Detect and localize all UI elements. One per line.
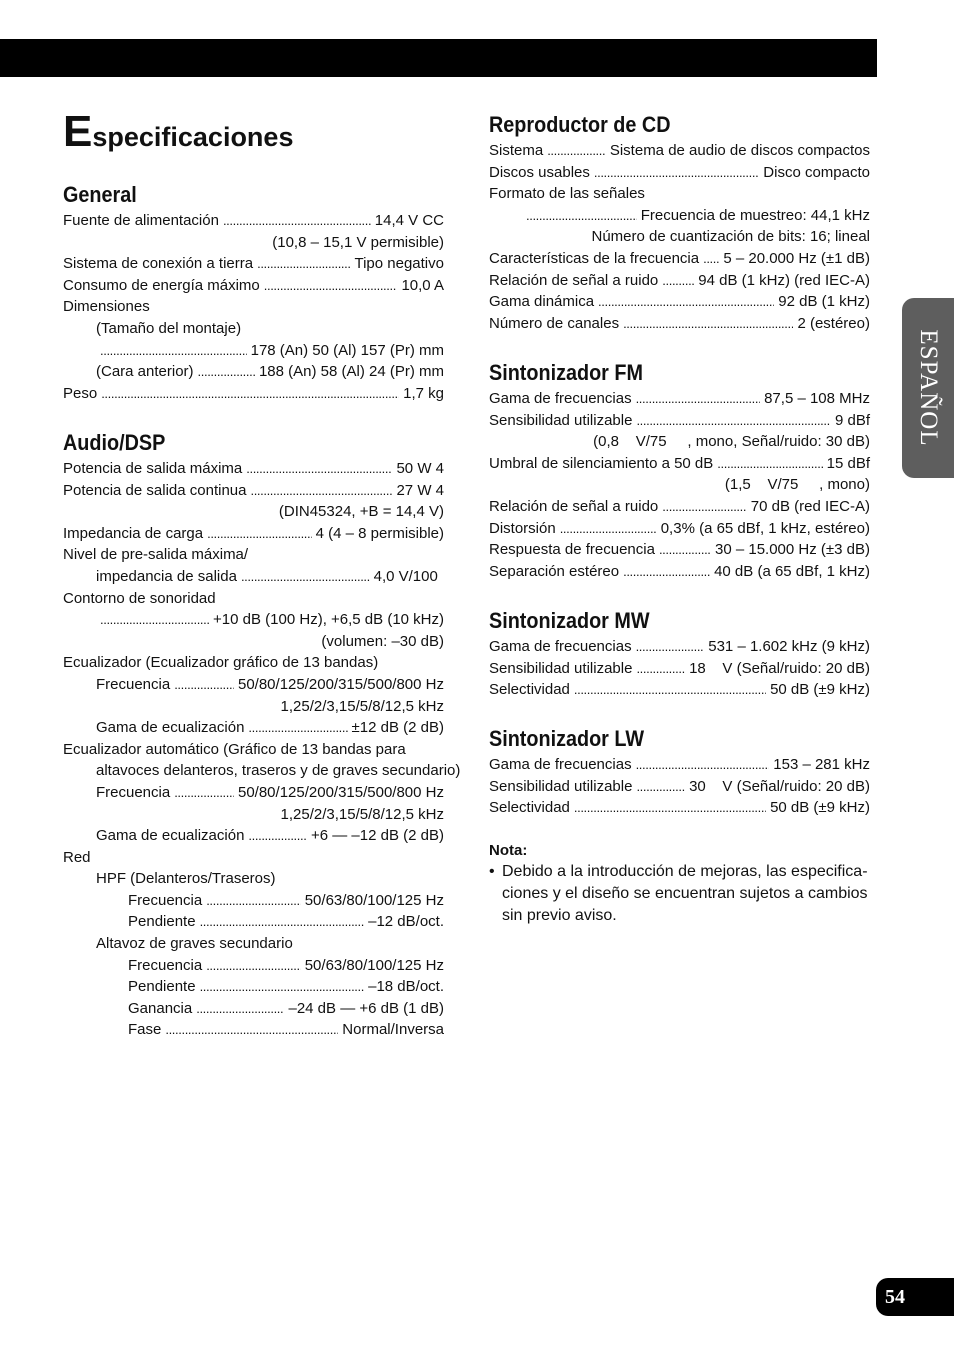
section-heading: Sintonizador MW: [489, 608, 650, 633]
spec-row: Peso . . . 1,7 kg: [63, 385, 444, 407]
spec-row: HPF (Delanteros/Traseros): [96, 870, 276, 888]
spec-row: Sensibilidad utilizable . . . 30 V (Señal/ruido: 20 dB): [489, 778, 870, 800]
section-heading: Audio/DSP: [63, 430, 166, 455]
section-heading: Reproductor de CD: [489, 112, 671, 137]
spec-row: Sensibilidad utilizable . . . 18 V (Señal/ruido: 20 dB): [489, 660, 870, 682]
section-heading: General: [63, 182, 137, 207]
spec-row: Frecuencia . . . 50/63/80/100/125 Hz: [63, 892, 444, 914]
bullet: •: [489, 863, 495, 880]
spec-row: Gama de ecualización . . . ±12 dB (2 dB): [63, 719, 444, 741]
spec-row: 1,25/2/3,15/5/8/12,5 kHz: [280, 805, 444, 823]
note-line: ciones y el diseño se encuentran sujetos a cambios: [502, 885, 868, 902]
spec-row: Consumo de energía máximo . . . 10,0 A: [63, 277, 444, 299]
spec-row: Red: [63, 848, 91, 866]
language-tab: [902, 298, 954, 478]
note-item: [489, 861, 870, 927]
page-title: [63, 107, 294, 156]
spec-row: Nivel de pre-salida máxima/: [63, 546, 249, 564]
spec-row: Ecualizador automático (Gráfico de 13 bandas para: [63, 740, 406, 758]
spec-row: Fase . . . Normal/Inversa: [63, 1021, 444, 1043]
spec-row: (Cara anterior) . . . 188 (An) 58 (Al) 24 (Pr) mm: [63, 363, 444, 385]
spec-row: Número de cuantización de bits: 16; lineal: [591, 228, 870, 246]
spec-row: Sistema de conexión a tierra . . . Tipo negativo: [63, 255, 444, 277]
section-lw: [489, 726, 870, 821]
spec-row: Umbral de silenciamiento a 50 dB . . . 15 dBf: [489, 455, 870, 477]
section-general: [63, 182, 444, 406]
spec-row: Frecuencia . . . 50/80/125/200/315/500/800 Hz: [63, 676, 444, 698]
section-heading: Sintonizador LW: [489, 726, 645, 751]
spec-row: Formato de las señales: [489, 185, 645, 203]
spec-row: Respuesta de frecuencia . . . 30 – 15.000 Hz (±3 dB): [489, 541, 870, 563]
spec-row: Frecuencia . . . 50/63/80/100/125 Hz: [63, 957, 444, 979]
section-mw: [489, 608, 870, 703]
spec-row: Selectividad . . . 50 dB (±9 kHz): [489, 799, 870, 821]
spec-row: Gama de frecuencias . . . 87,5 – 108 MHz: [489, 390, 870, 412]
spec-row: Distorsión . . . 0,3% (a 65 dBf, 1 kHz, estéreo): [489, 520, 870, 542]
spec-row: 1,25/2/3,15/5/8/12,5 kHz: [280, 697, 444, 715]
spec-row: altavoces delanteros, traseros y de graves secundario): [96, 762, 461, 780]
spec-row: Ecualizador (Ecualizador gráfico de 13 bandas): [63, 654, 379, 672]
section-heading: Sintonizador FM: [489, 360, 643, 385]
spec-row: (DIN45324, +B = 14,4 V): [278, 503, 444, 521]
spec-row: Dimensiones: [63, 298, 150, 316]
spec-row: Características de la frecuencia . . . 5 – 20.000 Hz (±1 dB): [489, 250, 870, 272]
spec-row: Potencia de salida continua . . . 27 W 4: [63, 482, 444, 504]
spec-row: Impedancia de carga . . . 4 (4 – 8 permisible): [63, 525, 444, 547]
spec-row: Ganancia . . . –24 dB — +6 dB (1 dB): [63, 1000, 444, 1022]
header-bar: [0, 39, 877, 77]
section-nota: [489, 840, 870, 927]
note-line: sin previo aviso.: [502, 907, 617, 924]
spec-row: . . . 178 (An) 50 (Al) 157 (Pr) mm: [63, 342, 444, 364]
spec-row: Sistema . . . Sistema de audio de discos compactos: [489, 142, 870, 164]
spec-row: Relación de señal a ruido . . . 94 dB (1 kHz) (red IEC-A): [489, 272, 870, 294]
spec-row: Discos usables . . . Disco compacto: [489, 164, 870, 186]
spec-row: Altavoz de graves secundario: [96, 935, 293, 953]
spec-row: impedancia de salida . . . 4,0 V/100: [63, 568, 444, 590]
section-fm: [489, 360, 870, 584]
spec-row: Contorno de sonoridad: [63, 589, 216, 607]
spec-row: Relación de señal a ruido . . . 70 dB (red IEC-A): [489, 498, 870, 520]
spec-row: (10,8 – 15,1 V permisible): [272, 233, 444, 251]
language-tab-label: ESPAÑOL: [915, 329, 942, 447]
spec-row: (volumen: –30 dB): [321, 632, 444, 650]
spec-row: Gama de frecuencias . . . 531 – 1.602 kHz (9 kHz): [489, 638, 870, 660]
spec-row: Número de canales . . . 2 (estéreo): [489, 315, 870, 337]
spec-row: Fuente de alimentación . . . 14,4 V CC: [63, 212, 444, 234]
title-initial: E: [63, 107, 93, 156]
section-cd: [489, 112, 870, 336]
spec-row: Sensibilidad utilizable . . . 9 dBf: [489, 412, 870, 434]
section-audio: [63, 430, 461, 1043]
spec-row: Gama de ecualización . . . +6 — –12 dB (2 dB): [63, 827, 444, 849]
spec-row: Gama de frecuencias . . . 153 – 281 kHz: [489, 756, 870, 778]
spec-row: Selectividad . . . 50 dB (±9 kHz): [489, 681, 870, 703]
spec-row: Separación estéreo . . . 40 dB (a 65 dBf, 1 kHz): [489, 563, 870, 585]
spec-row: (1,5 V/75 , mono): [724, 476, 870, 494]
note-line: Debido a la introducción de mejoras, las especifica-: [502, 863, 868, 880]
note-heading: Nota:: [489, 842, 528, 859]
spec-row: Pendiente . . . –12 dB/oct.: [63, 913, 444, 935]
spec-row: Potencia de salida máxima . . . 50 W 4: [63, 460, 444, 482]
spec-row: (Tamaño del montaje): [96, 319, 242, 337]
spec-row: (0,8 V/75 , mono, Señal/ruido: 30 dB): [593, 433, 870, 451]
spec-row: Pendiente . . . –18 dB/oct.: [63, 978, 444, 1000]
title-rest: specificaciones: [92, 122, 294, 152]
spec-row: Frecuencia . . . 50/80/125/200/315/500/800 Hz: [63, 784, 444, 806]
spec-row: . . . Frecuencia de muestreo: 44,1 kHz: [489, 207, 870, 229]
page-number: 54: [876, 1278, 954, 1316]
spec-row: Gama dinámica . . . 92 dB (1 kHz): [489, 293, 870, 315]
spec-row: . . . +10 dB (100 Hz), +6,5 dB (10 kHz): [63, 611, 444, 633]
